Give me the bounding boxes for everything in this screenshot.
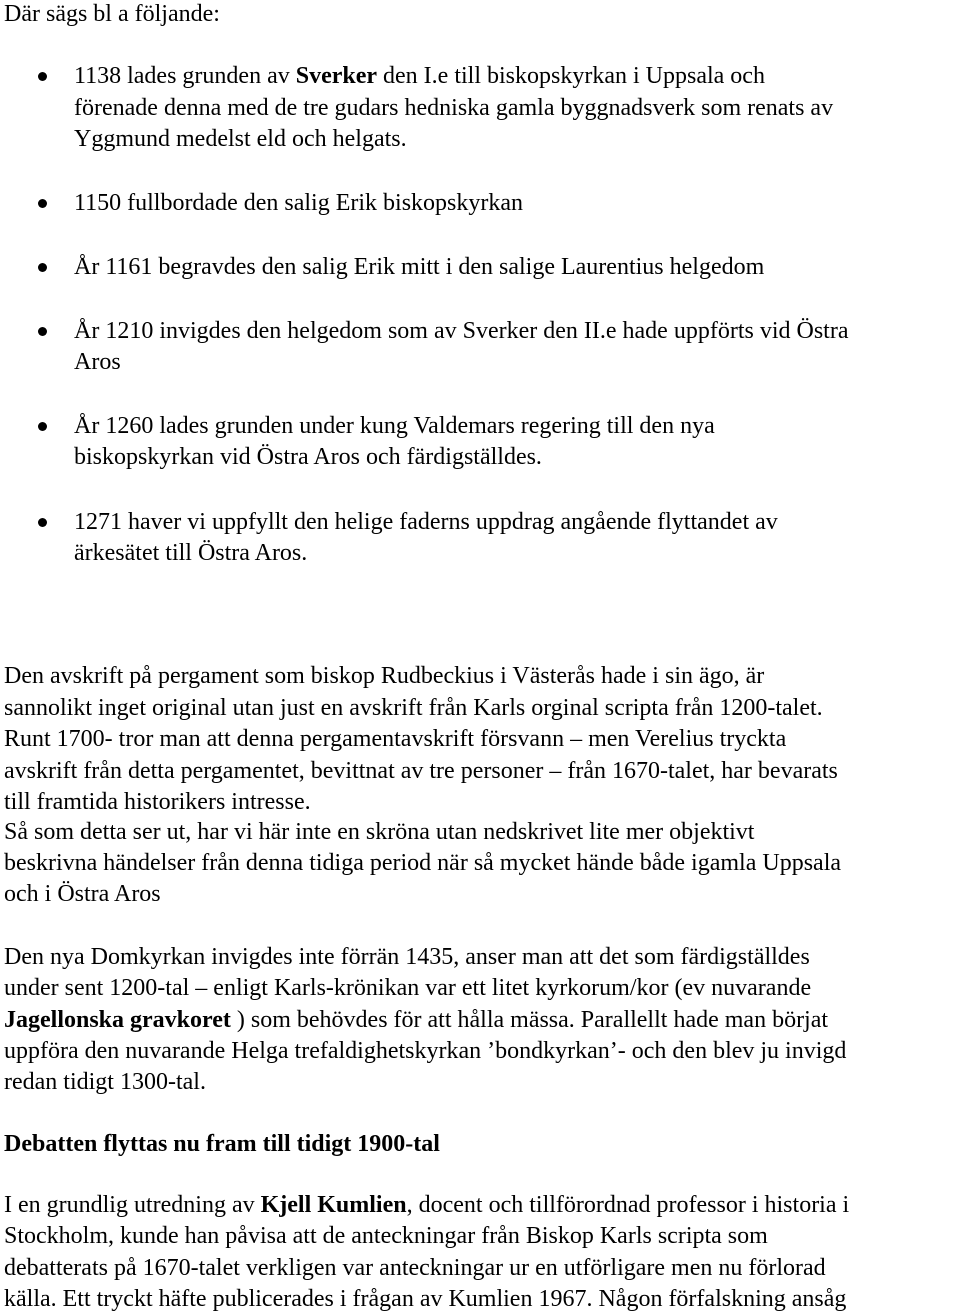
bullet-icon <box>38 199 47 208</box>
para-2-line-4: uppföra den nuvarande Helga trefaldighetskyrkan ’bondkyrkan’- och den blev ju invigd <box>4 1038 847 1064</box>
para-2-line-3: Jagellonska gravkoret ) som behövdes för att hålla mässa. Parallellt hade man börjat <box>4 1007 829 1033</box>
para-1-line-3: Runt 1700- tror man att denna pergamentavskrift försvann – men Verelius tryckta <box>4 726 787 752</box>
para-3-line-3: debatterats på 1670-talet verkligen var anteckningar ur en utförligare men nu förlorad <box>4 1255 826 1281</box>
bullet-1-line-3: Yggmund medelst eld och helgats. <box>74 126 407 152</box>
para-2-line-5: redan tidigt 1300-tal. <box>4 1069 206 1095</box>
bullet-1-line-2: förenade denna med de tre gudars hedniska gamla byggnadsverk som renats av <box>74 95 834 121</box>
para-1-line-8: och i Östra Aros <box>4 881 161 907</box>
para-1-line-1: Den avskrift på pergament som biskop Rudbeckius i Västerås hade i sin ägo, är <box>4 663 765 689</box>
para-3-line-2: Stockholm, kunde han påvisa att de anteckningar från Biskop Karls scripta som <box>4 1223 768 1249</box>
bold-term: Jagellonska gravkoret <box>4 1007 231 1033</box>
bullet-icon <box>38 327 47 336</box>
para-1-line-5: till framtida historikers intresse. <box>4 789 311 815</box>
bullet-6-line-2: ärkesätet till Östra Aros. <box>74 540 308 566</box>
bullet-4-line-1: År 1210 invigdes den helgedom som av Sverker den II.e hade uppförts vid Östra <box>74 318 849 344</box>
bullet-icon <box>38 72 47 81</box>
para-3-line-4: källa. Ett tryckt häfte publicerades i frågan av Kumlien 1967. Någon förfalskning ansåg <box>4 1286 847 1312</box>
intro-text: Där sägs bl a följande: <box>4 1 220 27</box>
section-heading: Debatten flyttas nu fram till tidigt 1900-tal <box>4 1131 440 1157</box>
para-1-line-6: Så som detta ser ut, har vi här inte en skröna utan nedskrivet lite mer objektivt <box>4 819 755 845</box>
bold-name: Kjell Kumlien <box>260 1192 407 1218</box>
bullet-5-line-2: biskopskyrkan vid Östra Aros och färdigställdes. <box>74 444 542 470</box>
bullet-icon <box>38 263 47 272</box>
bullet-1-bold-name: Sverker <box>295 63 378 89</box>
bullet-2-line-1: 1150 fullbordade den salig Erik biskopskyrkan <box>74 190 524 216</box>
bullet-1-line-1: 1138 lades grunden av Sverker den I.e till biskopskyrkan i Uppsala och <box>74 63 765 89</box>
bullet-4-line-2: Aros <box>74 349 121 375</box>
bullet-3-line-1: År 1161 begravdes den salig Erik mitt i den salige Laurentius helgedom <box>74 254 765 280</box>
bullet-6-line-1: 1271 haver vi uppfyllt den helige faderns uppdrag angående flyttandet av <box>74 509 778 535</box>
para-2-line-2: under sent 1200-tal – enligt Karls-krönikan var ett litet kyrkorum/kor (ev nuvarande <box>4 975 812 1001</box>
bullet-5-line-1: År 1260 lades grunden under kung Valdemars regering till den nya <box>74 413 715 439</box>
para-1-line-4: avskrift från detta pergamentet, bevittnat av tre personer – från 1670-talet, har bevarats <box>4 758 838 784</box>
para-3-line-1: I en grundlig utredning av Kjell Kumlien, docent och tillförordnad professor i historia i <box>4 1192 850 1218</box>
para-1-line-7: beskrivna händelser från denna tidiga period när så mycket hände både igamla Uppsala <box>4 850 842 876</box>
bullet-icon <box>38 422 47 431</box>
para-2-line-1: Den nya Domkyrkan invigdes inte förrän 1435, anser man att det som färdigställdes <box>4 944 810 970</box>
bullet-icon <box>38 518 47 527</box>
para-1-line-2: sannolikt inget original utan just en avskrift från Karls orginal scripta från 1200-talet. <box>4 695 823 721</box>
